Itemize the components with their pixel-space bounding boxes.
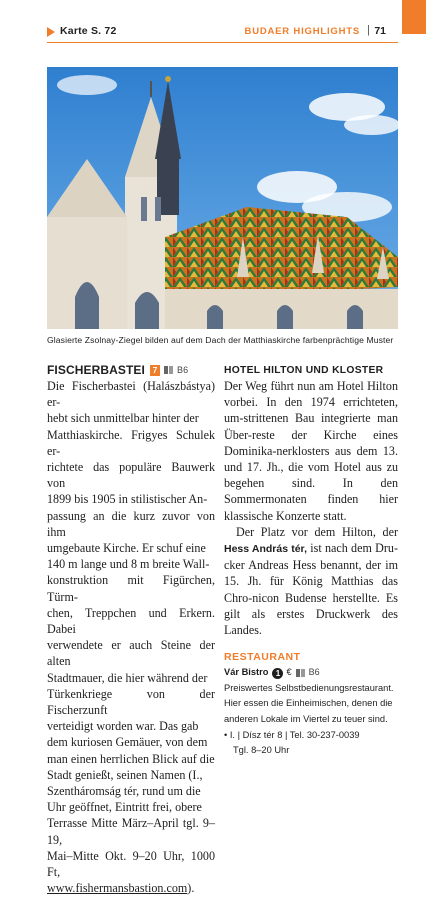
- photo-caption: Glasierte Zsolnay-Ziegel bilden auf dem Dach der Matthiaskirche farbenprächtige Muster: [47, 335, 394, 345]
- place-name: Hess András tér,: [224, 543, 307, 556]
- url-tail: ).: [187, 881, 195, 896]
- venue-description: anderen Lokale im Viertel zu teuer sind.: [224, 714, 388, 725]
- venue-title-row: [224, 665, 398, 681]
- text-line: Türkenkriege von der Fischerzunft: [47, 686, 215, 718]
- venue-address: • I. | Dísz tér 8 | Tel. 30-237-0039: [224, 729, 360, 740]
- text-line-last: [47, 880, 215, 896]
- map-book-icon: [164, 365, 174, 375]
- venue-description: Preiswertes Selbstbedienungsrestaurant.: [224, 682, 394, 693]
- text-line: Die Fischerbastei (Halászbástya) er-: [47, 379, 215, 410]
- text-line: man einen herrlichen Blick auf die: [47, 751, 215, 766]
- venue-name: Vár Bistro: [224, 667, 269, 678]
- header-rule: [47, 42, 398, 43]
- text-line: passung an die kurz zuvor von ihm: [47, 508, 215, 539]
- restaurant-heading: RESTAURANT: [224, 651, 301, 664]
- map-reference: Karte S. 72: [60, 25, 117, 37]
- paragraph-start: Der Platz vor dem Hilton, der: [236, 524, 398, 539]
- text-line: 1899 bis 1905 in stilistischer An-: [47, 492, 208, 507]
- text-line: dem kuriosen Gemäuer, von dem: [47, 735, 208, 750]
- paragraph: [224, 524, 398, 638]
- arrow-right-icon: [47, 27, 55, 37]
- section-title: BUDAER HIGHLIGHTS: [244, 26, 360, 37]
- price-level: €: [286, 667, 292, 678]
- text-line: Uhr geöffnet, Eintritt frei, obere: [47, 800, 202, 815]
- paragraph: Der Weg führt nun am Hotel Hilton vorbei. In den 1974 errichteten, um-strittenen Bau integrierte man Über-reste der Kirche eines Dominika-nerklosters aus dem 13. und 17. Jh., die vom Hotel aus zu begehen sind. In den Sommermonaten finden hier klassische Konzerte statt.: [224, 379, 398, 523]
- article-title: HOTEL HILTON UND KLOSTER: [224, 364, 384, 376]
- text-line: Mai–Mitte Okt. 9–20 Uhr, 1000 Ft,: [47, 848, 215, 880]
- article-body: [224, 378, 398, 638]
- paragraph-rest: ist nach dem Dru-cker Andreas Hess benannt, der im 15. Jh. für König Matthias das Chro-nicon Budense herstellte. Es gilt als erstes Druckwerk des Landes.: [224, 541, 398, 638]
- church-photo: [47, 67, 398, 329]
- text-line: 140 m lange und 8 m breite Wall-: [47, 557, 210, 572]
- page-header: [0, 0, 426, 44]
- header-separator: |: [367, 24, 370, 36]
- venue-hours: Tgl. 8–20 Uhr: [233, 745, 290, 756]
- text-line: Szentháromság tér, rund um die: [47, 784, 201, 799]
- text-line: verwendete er auch Steine der alten: [47, 638, 215, 669]
- article-heading: [47, 362, 215, 378]
- venue-description: Hier essen die Einheimischen, denen die: [224, 698, 393, 709]
- text-line: hebt sich unmittelbar hinter der: [47, 411, 199, 426]
- restaurant-entry: [224, 665, 398, 759]
- page-number: 71: [374, 25, 386, 37]
- text-line: richtete das populäre Bauwerk von: [47, 460, 215, 491]
- text-line: Terrasse Mitte März–April tgl. 9–19,: [47, 816, 215, 847]
- article-title: FISCHERBASTEI: [47, 363, 145, 377]
- article-body: [47, 378, 215, 897]
- text-line: chen, Treppchen und Erkern. Dabei: [47, 605, 215, 637]
- article-hilton: [224, 362, 398, 759]
- chapter-tab: [402, 0, 426, 34]
- article-fischerbastei: [47, 362, 215, 897]
- text-line: konstruktion mit Figürchen, Türm-: [47, 573, 215, 604]
- grid-reference: B6: [176, 365, 189, 375]
- grid-reference: B6: [308, 667, 320, 678]
- venue-number-badge: 1: [272, 668, 283, 679]
- text-line: umgebaute Kirche. Er schuf eine: [47, 541, 206, 556]
- text-line: verteidigt worden war. Das gab: [47, 719, 199, 734]
- matthias-church-illustration: [47, 67, 398, 329]
- text-line: Matthiaskirche. Frigyes Schulek er-: [47, 427, 215, 458]
- map-book-icon: [296, 668, 306, 678]
- text-line: Stadtmauer, die hier während der: [47, 670, 208, 685]
- text-line: Stadt genießt, seinen Namen (I.,: [47, 767, 203, 782]
- website-link[interactable]: www.fishermansbastion.com: [47, 881, 188, 896]
- map-number-badge: 7: [150, 365, 160, 376]
